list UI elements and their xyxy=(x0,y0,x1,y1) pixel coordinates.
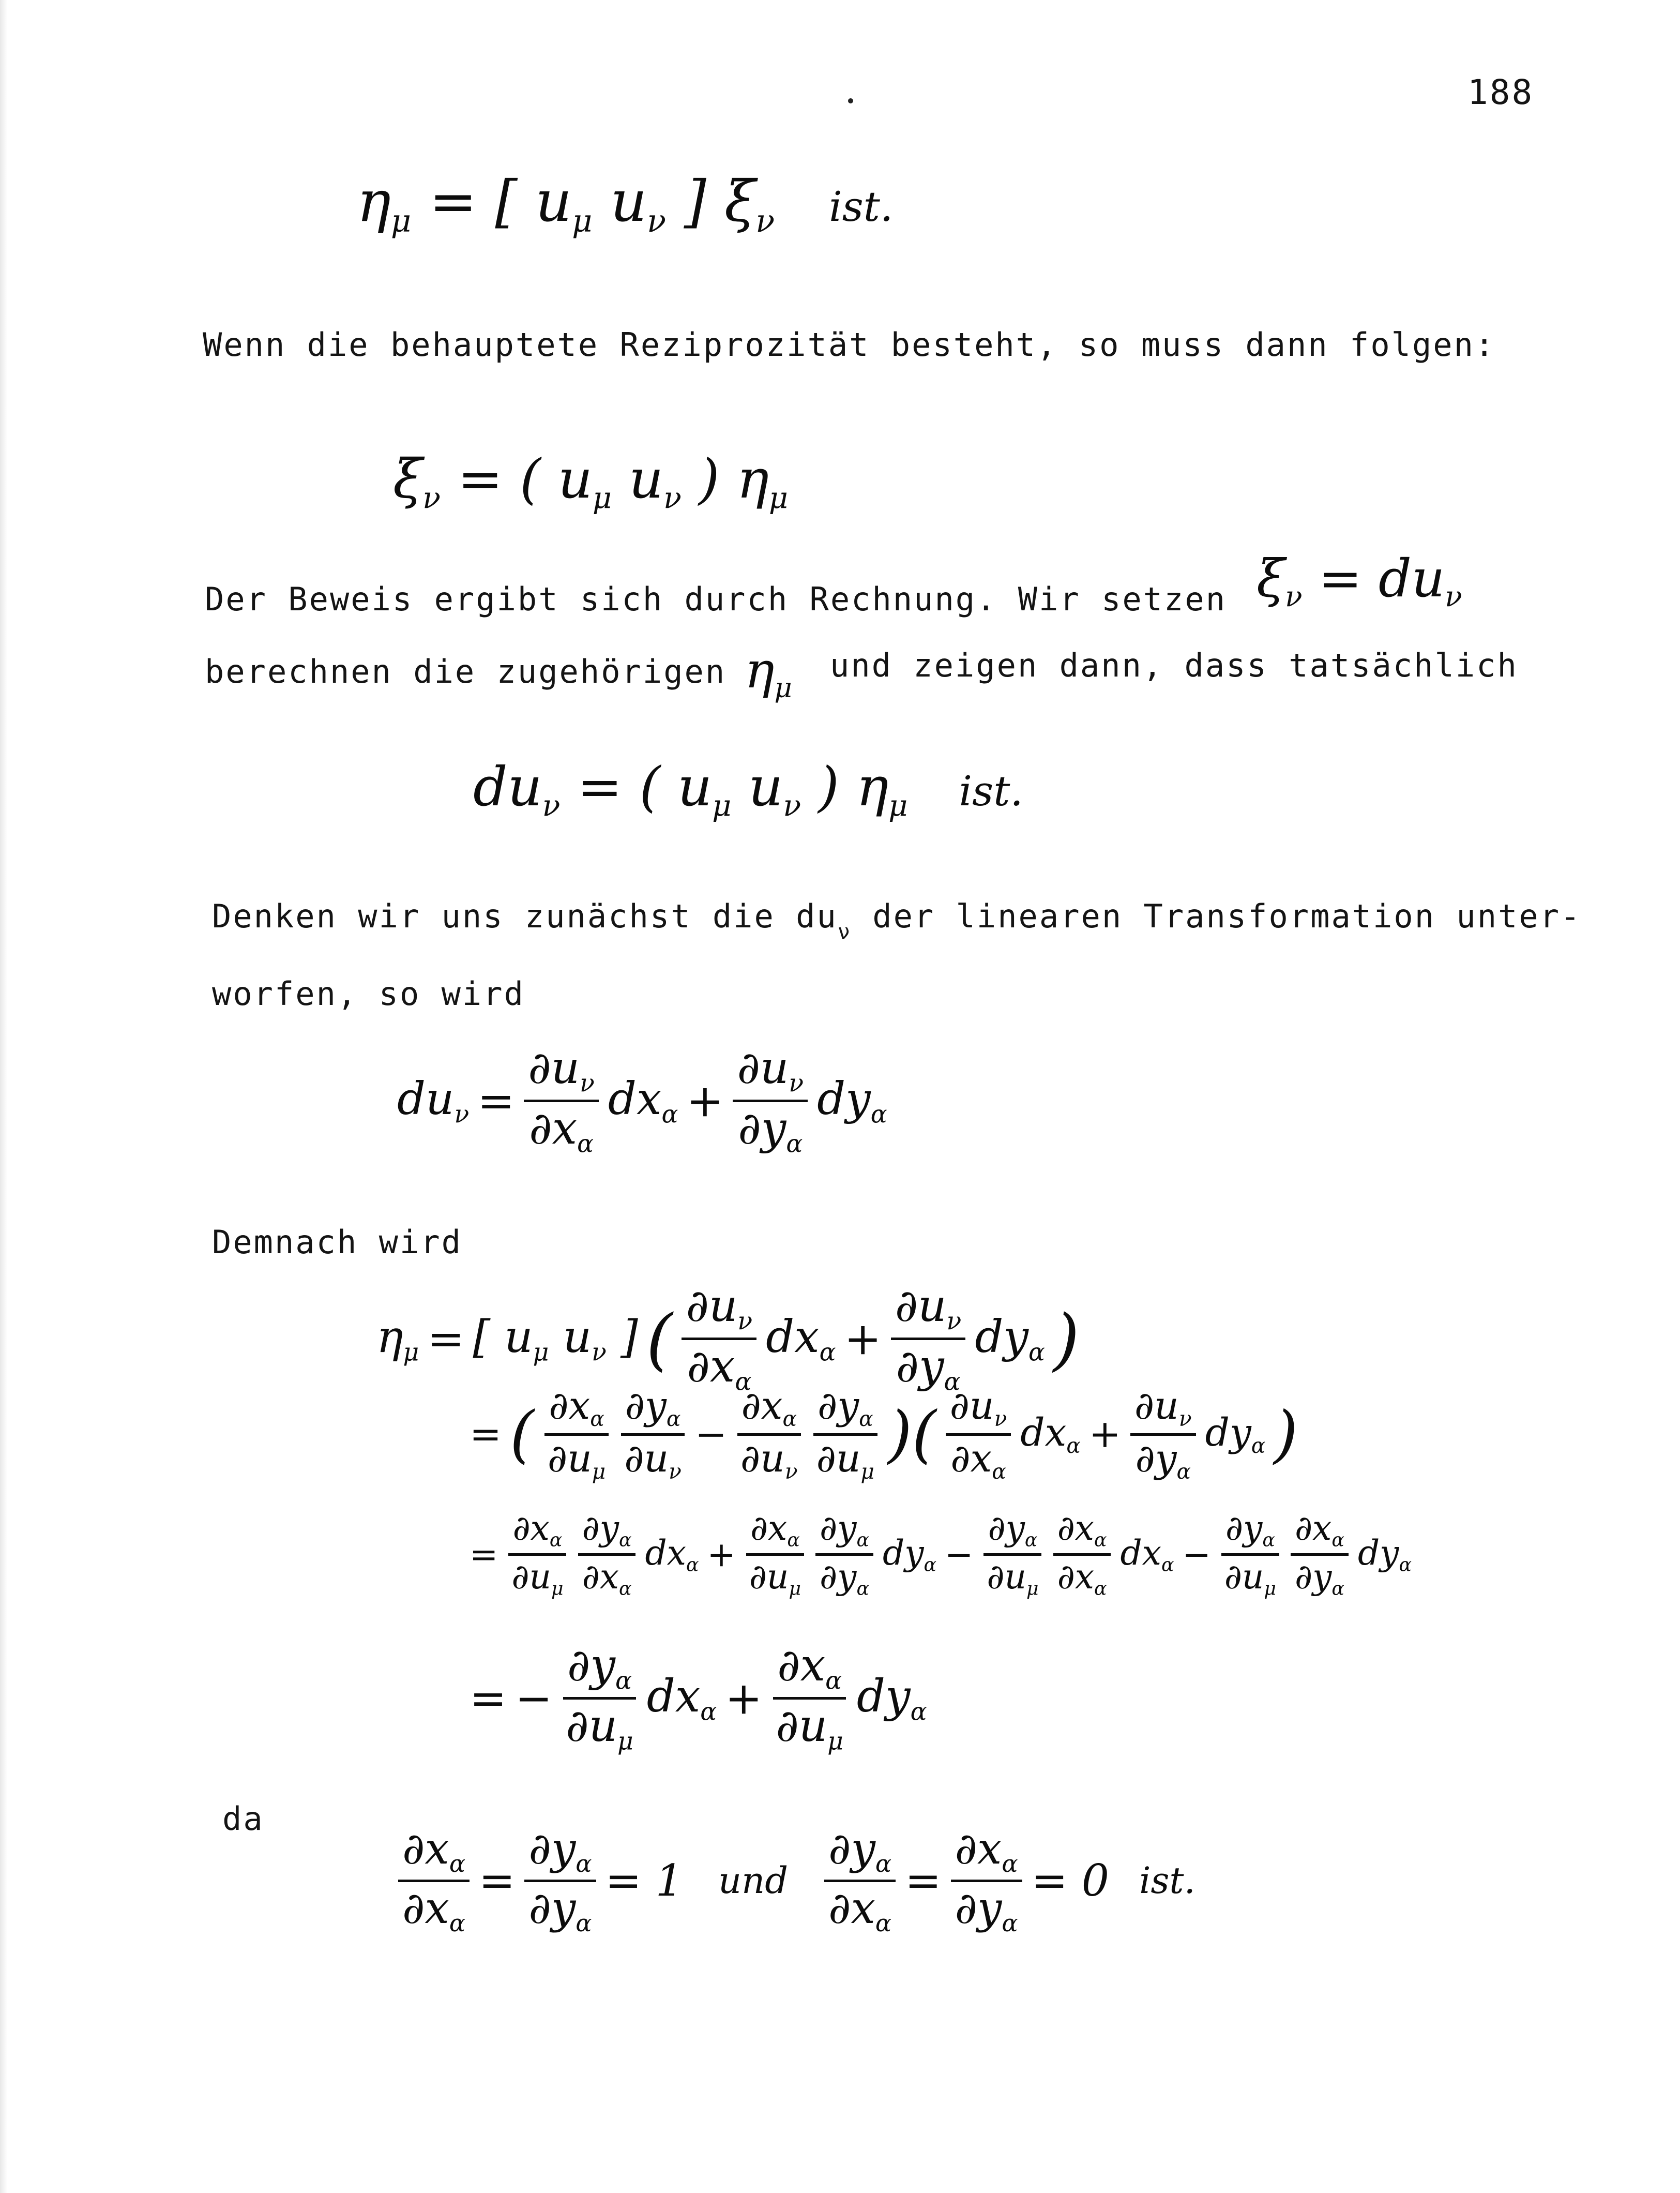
page-number: 188 xyxy=(1467,72,1534,112)
inline-eta-mu: $\eta_\mu$ xyxy=(745,641,792,704)
denken-text-b: der linearen Transformation unter- xyxy=(851,897,1582,935)
equation-du-nu: $du_\nu$ = ( $u_\mu$ $u_\nu$ ) $\eta_\mu$ ist. xyxy=(473,755,1023,823)
equation-eta-line-3: = $\frac{\partial x_\alpha}{\partial u_\mu}$ $\frac{\partial y_\alpha}{\partial x_\alpha}$ $dx_\alpha$ + $\frac{\partial x_\alpha}{\partial u_\mu}$ $\frac{\partial y_\alpha}{\partial y_\alpha}$ $dy_\alpha$ − $\frac{\partial y_\alpha}{\partial u_\mu}$ $\frac{\partial x_\alpha}{\partial x_\alpha}$ $dx_\alpha$ − $\frac{\partial y_\alpha}{\partial u_\mu}$ $\frac{\partial x_\alpha}{\partial y_\alpha}$ $dy_\alpha$ xyxy=(470,1508,1412,1600)
equation-eta-mu: $\eta_\mu$ = [ $u_\mu$ $u_\nu$ ] $\xi_\nu$ ist. xyxy=(357,168,894,240)
equation-xi-nu: $\xi_\nu$ = ( $u_\mu$ $u_\nu$ ) $\eta_\mu$ xyxy=(393,447,789,516)
denken-subscript: ν xyxy=(837,920,852,944)
inline-xi-equals-du: $\xi_\nu = du_\nu$ xyxy=(1257,548,1462,613)
page-edge-shadow xyxy=(0,0,7,2193)
paragraph-zeigen: und zeigen dann, dass tatsächlich xyxy=(830,647,1518,684)
denken-text-a: Denken wir uns zunächst die du xyxy=(212,897,838,935)
paragraph-berechnen: berechnen die zugehörigen xyxy=(205,653,727,690)
equation-eta-line-1: $\eta_\mu$ = [ $u_\mu$ $u_\nu$ ] ( $\frac{\partial u_\nu}{\partial x_\alpha}$ $dx_\alpha$ + $\frac{\partial u_\nu}{\partial y_\alpha}$ $dy_\alpha$ ) xyxy=(376,1280,1080,1396)
paragraph-da: da xyxy=(222,1800,264,1838)
ink-dot xyxy=(848,98,853,103)
equation-du-linear: $du_\nu$ = $\frac{\partial u_\nu}{\partial x_\alpha}$ $dx_\alpha$ + $\frac{\partial u_\nu}{\partial y_\alpha}$ $dy_\alpha$ xyxy=(397,1042,887,1159)
equation-eta-line-4: = − $\frac{\partial y_\alpha}{\partial u_\mu}$ $dx_\alpha$ + $\frac{\partial x_\alpha}{\partial u_\mu}$ $dy_\alpha$ xyxy=(470,1640,927,1756)
equation-identities: $\frac{\partial x_\alpha}{\partial x_\alpha}$ = $\frac{\partial y_\alpha}{\partial y_\alpha}$ = 1 und $\frac{\partial y_\alpha}{\partial x_\alpha}$ = $\frac{\partial x_\alpha}{\partial y_\alpha}$ = 0 ist. xyxy=(393,1826,1200,1935)
paragraph-beweis: Der Beweis ergibt sich durch Rechnung. Wir setzen xyxy=(205,580,1227,618)
paragraph-demnach: Demnach wird xyxy=(212,1223,462,1261)
equation-eta-line-2: = ( $\frac{\partial x_\alpha}{\partial u_\mu}$ $\frac{\partial y_\alpha}{\partial u_\nu}$ − $\frac{\partial x_\alpha}{\partial u_\nu}$ $\frac{\partial y_\alpha}{\partial u_\mu}$ )( $\frac{\partial u_\nu}{\partial x_\alpha}$ $dx_\alpha$ + $\frac{\partial u_\nu}{\partial y_\alpha}$ $dy_\alpha$ ) xyxy=(470,1384,1298,1484)
paragraph-reziprozitaet: Wenn die behauptete Reziprozität besteht, so muss dann folgen: xyxy=(203,326,1496,364)
paragraph-denken xyxy=(212,897,1581,944)
paragraph-worfen: worfen, so wird xyxy=(212,975,525,1013)
